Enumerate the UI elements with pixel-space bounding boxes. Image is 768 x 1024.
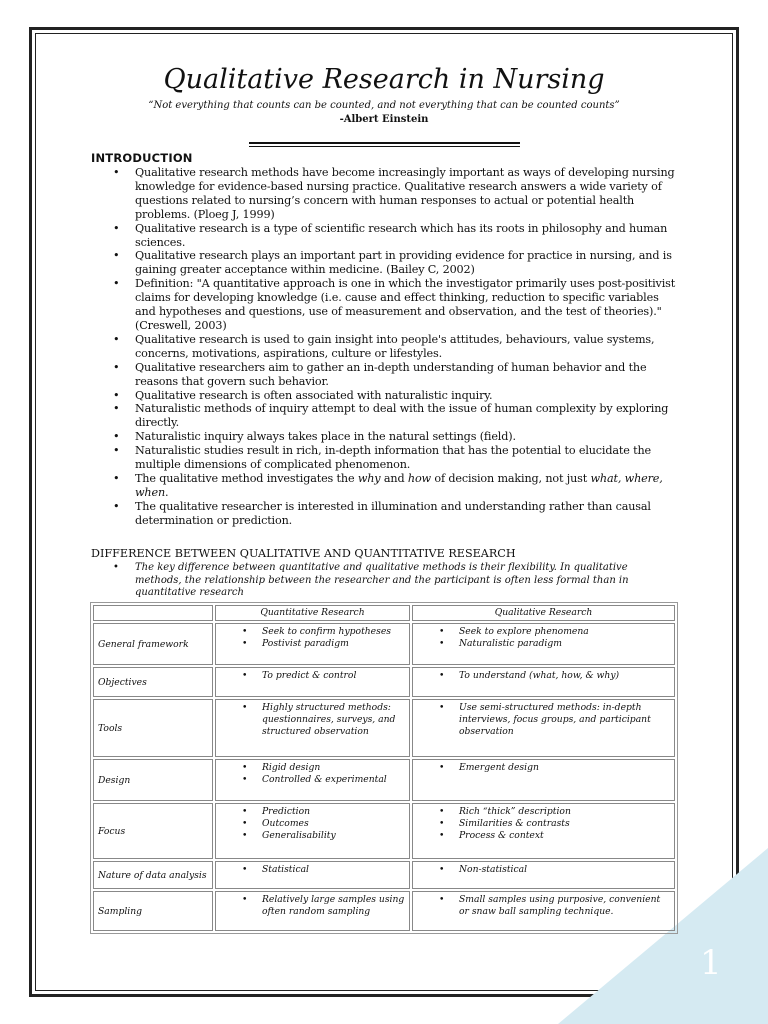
table-row <box>93 699 675 757</box>
row-label: Sampling <box>93 891 213 931</box>
qualitative-cell: • To understand (what, how, & why) <box>412 667 675 697</box>
title-rule <box>249 142 520 144</box>
row-label: Objectives <box>93 667 213 697</box>
qualitative-cell: • Use semi-structured methods: in-depth interviews, focus groups, and participant observation <box>412 699 675 757</box>
title-rule-thin <box>249 146 520 147</box>
list-item: • Naturalistic studies result in rich, in-depth information that has the potential to elucidate the multiple dimensions of complicated phenomenon. <box>93 444 678 472</box>
table-header-row <box>93 605 675 621</box>
list-item: • Naturalistic methods of inquiry attempt to deal with the issue of human complexity by exploring directly. <box>93 402 678 430</box>
list-item: • Qualitative research plays an important part in providing evidence for practice in nursing, and is gaining greater acceptance within medicine. (Bailey C, 2002) <box>93 249 678 277</box>
comparison-table <box>90 602 678 934</box>
header-qualitative: Qualitative Research <box>412 605 675 621</box>
header-quantitative: Quantitative Research <box>215 605 410 621</box>
row-label: Tools <box>93 699 213 757</box>
quantitative-cell: • Relatively large samples using often random sampling <box>215 891 410 931</box>
header-blank <box>93 605 213 621</box>
quantitative-cell: • Rigid design • Controlled & experimental <box>215 759 410 801</box>
list-item: • Qualitative researchers aim to gather an in-depth understanding of human behavior and the reasons that govern such behavior. <box>93 361 678 389</box>
list-item: • Naturalistic inquiry always takes place in the natural settings (field). <box>93 430 678 444</box>
list-item: • The key difference between quantitative and qualitative methods is their flexibility. In qualitative methods, the relationship between the researcher and the participant is often less formal than in quantitative research <box>93 562 653 600</box>
row-label: General framework <box>93 623 213 665</box>
list-item: • Qualitative research is used to gain insight into people's attitudes, behaviours, value systems, concerns, motivations, aspirations, culture or lifestyles. <box>93 333 678 361</box>
list-item: • Qualitative research is often associated with naturalistic inquiry. <box>93 389 678 403</box>
row-label: Focus <box>93 803 213 859</box>
list-item: • Qualitative research is a type of scientific research which has its roots in philosophy and human sciences. <box>93 222 678 250</box>
table-row <box>93 667 675 697</box>
quantitative-cell: • Prediction • Outcomes • Generalisability <box>215 803 410 859</box>
epigraph-quote: “Not everything that counts can be counted, and not everything that can be counted counts” <box>148 100 620 111</box>
row-label: Design <box>93 759 213 801</box>
document-title: Qualitative Research in Nursing <box>163 64 605 95</box>
quantitative-cell: • To predict & control <box>215 667 410 697</box>
table-row <box>93 891 675 931</box>
table-row <box>93 803 675 859</box>
list-item: • Qualitative research methods have become increasingly important as ways of developing nursing knowledge for evidence-based nursing practice. Qualitative research answers a wide variety of questions related to nursing’s concern with human responses to actual or potential health problems. (Ploeg J, 1999) <box>93 166 678 222</box>
table-row <box>93 759 675 801</box>
row-label: Nature of data analysis <box>93 861 213 889</box>
epigraph-author: -Albert Einstein <box>339 114 429 125</box>
qualitative-cell: • Emergent design <box>412 759 675 801</box>
qualitative-cell: • Non-statistical <box>412 861 675 889</box>
table-row <box>93 861 675 889</box>
difference-heading: DIFFERENCE BETWEEN QUALITATIVE AND QUANTITATIVE RESEARCH <box>91 547 516 560</box>
page-number: 1 <box>700 943 722 983</box>
difference-list <box>93 562 653 600</box>
list-item-method: • The qualitative method investigates the why and how of decision making, not just what, where, when. <box>93 472 678 500</box>
quantitative-cell: • Seek to confirm hypotheses • Postivist paradigm <box>215 623 410 665</box>
introduction-heading: INTRODUCTION <box>91 151 193 165</box>
table-row <box>93 623 675 665</box>
qualitative-cell: • Small samples using purposive, convenient or snaw ball sampling technique. <box>412 891 675 931</box>
quantitative-cell: • Highly structured methods: questionnaires, surveys, and structured observation <box>215 699 410 757</box>
introduction-list <box>93 166 678 528</box>
list-item: • The qualitative researcher is interested in illumination and understanding rather than causal determination or prediction. <box>93 500 678 528</box>
quantitative-cell: • Statistical <box>215 861 410 889</box>
list-item: • Definition: "A quantitative approach is one in which the investigator primarily uses post-positivist claims for developing knowledge (i.e. cause and effect thinking, reduction to specific variables and hypotheses and questions, use of measurement and observation, and the test of theories)." (Creswell, 2003) <box>93 277 678 333</box>
qualitative-cell: • Rich “thick” description • Similarities & contrasts • Process & context <box>412 803 675 859</box>
qualitative-cell: • Seek to explore phenomena • Naturalistic paradigm <box>412 623 675 665</box>
